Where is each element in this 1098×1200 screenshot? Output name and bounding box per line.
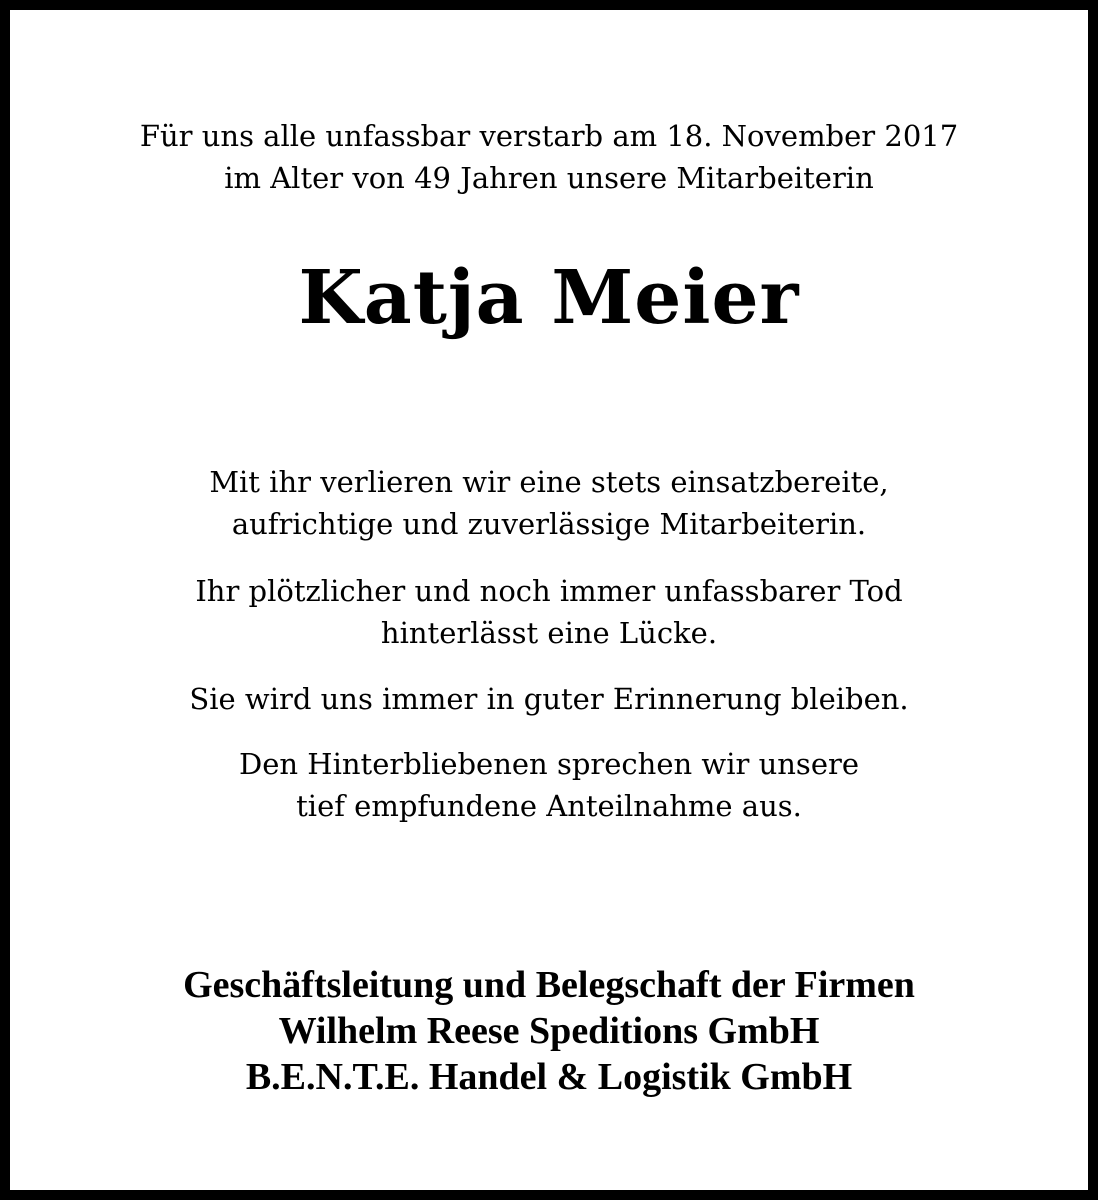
- paragraph-line: Den Hinterbliebenen sprechen wir unsere: [238, 747, 860, 781]
- paragraph-line: tief empfundene Anteilnahme aus.: [296, 789, 802, 823]
- deceased-name: Katja Meier: [298, 255, 800, 341]
- signature-line: Wilhelm Reese Speditions GmbH: [278, 1010, 820, 1052]
- notice-content: [20, 20, 1078, 1180]
- paragraph-line: hinterlässt eine Lücke.: [380, 616, 718, 650]
- signature-line: Geschäftsleitung und Belegschaft der Firmen: [183, 964, 915, 1006]
- signature-line: B.E.N.T.E. Handel & Logistik GmbH: [245, 1056, 853, 1098]
- paragraph-condolence: [20, 743, 1078, 827]
- paragraph-line: Ihr plötzlicher und noch immer unfassbarer Tod: [195, 574, 903, 608]
- paragraph-line: aufrichtige und zuverlässige Mitarbeiterin.: [231, 507, 867, 541]
- paragraph-tribute: [20, 461, 1078, 545]
- paragraph-line: Sie wird uns immer in guter Erinnerung bleiben.: [189, 682, 909, 716]
- paragraph-memory: [20, 678, 1078, 720]
- paragraph-line: Mit ihr verlieren wir eine stets einsatzbereite,: [209, 465, 889, 499]
- intro-text: [20, 115, 1078, 199]
- paragraph-loss: [20, 570, 1078, 654]
- intro-line: im Alter von 49 Jahren unsere Mitarbeiterin: [224, 161, 874, 195]
- intro-line: Für uns alle unfassbar verstarb am 18. November 2017: [139, 119, 959, 153]
- signature-block: [20, 962, 1078, 1100]
